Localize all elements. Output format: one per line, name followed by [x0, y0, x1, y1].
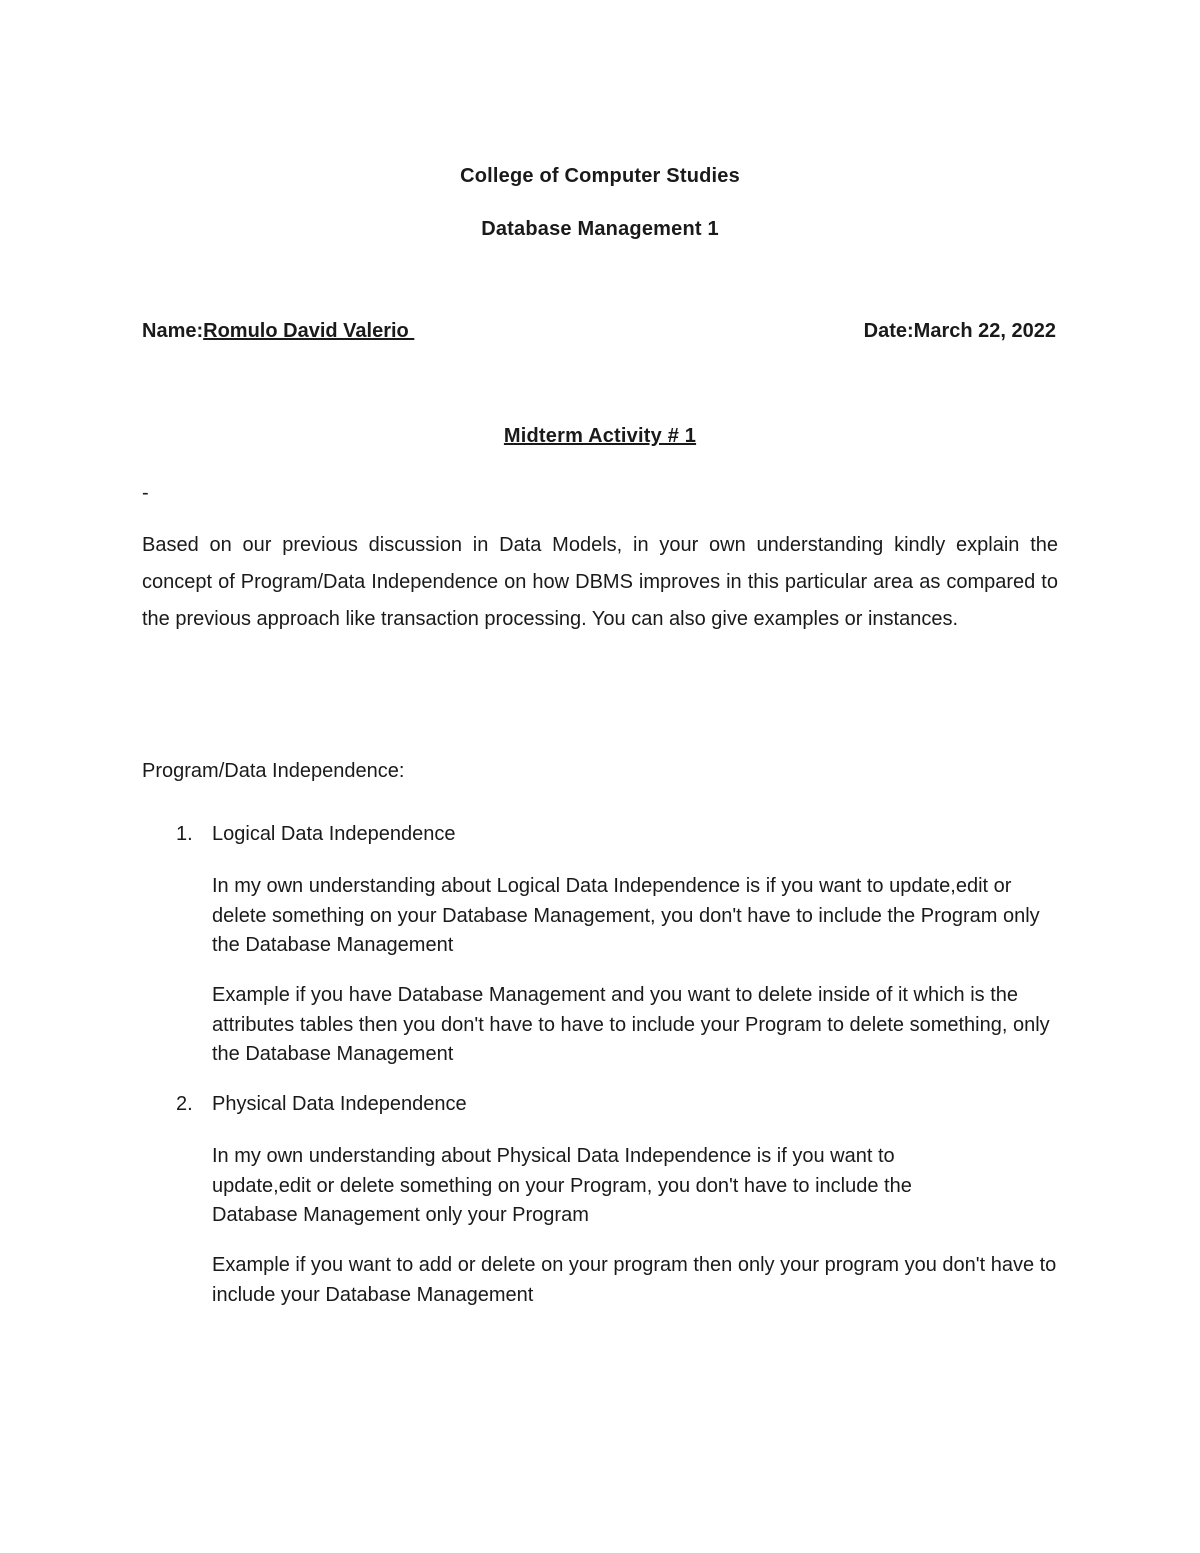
- date-field: [864, 320, 1056, 343]
- name-label: Name:: [142, 320, 204, 342]
- list-item-explanation: In my own understanding about Physical Data Independence is if you want to update,edit or delete something on your Program, you don't have to include the Database Management only your Program: [212, 1145, 912, 1226]
- list-item-number: 2.: [176, 1093, 193, 1115]
- list-item-explanation: In my own understanding about Logical Data Independence is if you want to update,edit or delete something on your Database Management, you don't have to include the Program only the Database Management: [212, 875, 1040, 956]
- student-info-row: [142, 320, 1056, 343]
- list-item-title: Physical Data Independence: [212, 1093, 467, 1115]
- activity-prompt: Based on our previous discussion in Data Models, in your own understanding kindly explain the concept of Program/Data Independence on how DBMS improves in this particular area as compared to the previous approach like transaction processing. You can also give examples or instances.: [142, 534, 1058, 630]
- list-item-number: 1.: [176, 823, 193, 845]
- date-value: March 22, 2022: [913, 320, 1056, 342]
- name-value: Romulo David Valerio: [203, 320, 415, 342]
- list-item-example: Example if you have Database Management and you want to delete inside of it which is the attributes tables then you don't have to have to include your Program to delete something, only the Database Management: [212, 984, 1050, 1065]
- activity-title: Midterm Activity # 1: [503, 425, 697, 447]
- course-heading: Database Management 1: [481, 218, 719, 240]
- section-label: Program/Data Independence:: [142, 760, 405, 782]
- college-heading: College of Computer Studies: [460, 165, 740, 187]
- list-item-title: Logical Data Independence: [212, 823, 456, 845]
- name-field: [142, 320, 414, 343]
- date-label: Date:: [863, 320, 914, 342]
- list-item-example: Example if you want to add or delete on your program then only your program you don't have to include your Database Management: [212, 1254, 1057, 1306]
- separator-dash: -: [142, 482, 149, 504]
